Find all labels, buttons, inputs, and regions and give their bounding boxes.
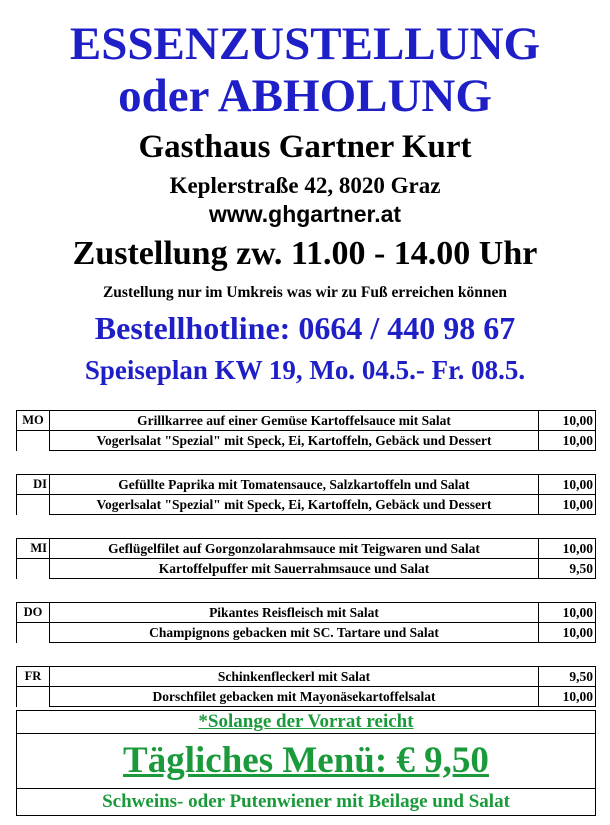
restaurant-address: Keplerstraße 42, 8020 Graz xyxy=(169,173,441,198)
daily-menu-description: Schweins- oder Putenwiener mit Beilage und Salat xyxy=(16,788,596,816)
dish-price: 10,00 xyxy=(539,539,596,559)
dish-price: 10,00 xyxy=(539,411,596,431)
dish-price: 9,50 xyxy=(539,559,596,579)
menu-row xyxy=(17,623,596,643)
menu-row xyxy=(17,495,596,515)
order-hotline: Bestellhotline: 0664 / 440 98 67 xyxy=(94,310,516,346)
dish-name: Kartoffelpuffer mit Sauerrahmsauce und Salat xyxy=(50,559,539,579)
dish-name: Champignons gebacken mit SC. Tartare und Salat xyxy=(50,623,539,643)
menu-row xyxy=(17,687,596,707)
menu-row xyxy=(17,475,596,495)
menu-row xyxy=(17,603,596,623)
delivery-time: Zustellung zw. 11.00 - 14.00 Uhr xyxy=(72,235,538,272)
dish-name: Schinkenfleckerl mit Salat xyxy=(50,667,539,687)
dish-name: Gefüllte Paprika mit Tomatensauce, Salzkartoffeln und Salat xyxy=(50,475,539,495)
dish-price: 10,00 xyxy=(539,475,596,495)
day-label-empty xyxy=(17,687,50,707)
dish-name: Dorschfilet gebacken mit Mayonäsekartoffelsalat xyxy=(50,687,539,707)
dish-price: 10,00 xyxy=(539,495,596,515)
delivery-note: Zustellung nur im Umkreis was wir zu Fuß erreichen können xyxy=(102,284,508,301)
dish-name: Pikantes Reisfleisch mit Salat xyxy=(50,603,539,623)
menu-period: Speiseplan KW 19, Mo. 04.5.- Fr. 08.5. xyxy=(84,355,526,385)
title-line-1: ESSENZUSTELLUNG xyxy=(69,18,541,70)
daily-menu-title: Tägliches Menü: € 9,50 xyxy=(123,740,489,781)
dish-name: Vogerlsalat "Spezial" mit Speck, Ei, Kartoffeln, Gebäck und Dessert xyxy=(50,431,539,451)
day-block-di xyxy=(16,474,596,515)
title-line-2: oder ABHOLUNG xyxy=(118,70,492,122)
dish-price: 10,00 xyxy=(539,603,596,623)
website-link[interactable]: www.ghgartner.at xyxy=(208,201,402,227)
day-label-empty xyxy=(17,559,50,579)
dish-price: 10,00 xyxy=(539,623,596,643)
dish-name: Grillkarree auf einer Gemüse Kartoffelsauce mit Salat xyxy=(50,411,539,431)
day-label: DI xyxy=(17,475,50,495)
menu-row xyxy=(17,431,596,451)
dish-name: Geflügelfilet auf Gorgonzolarahmsauce mit Teigwaren und Salat xyxy=(50,539,539,559)
menu-row xyxy=(17,539,596,559)
menu-row xyxy=(17,411,596,431)
day-label: MO xyxy=(17,411,50,431)
day-block-fr xyxy=(16,666,596,707)
restaurant-name: Gasthaus Gartner Kurt xyxy=(138,129,472,165)
day-block-do xyxy=(16,602,596,643)
menu-row xyxy=(17,559,596,579)
day-label: FR xyxy=(17,667,50,687)
day-label-empty xyxy=(17,495,50,515)
day-label-empty xyxy=(17,623,50,643)
day-block-mi xyxy=(16,538,596,579)
stock-note xyxy=(16,710,596,734)
day-label: DO xyxy=(17,603,50,623)
stock-note-text: *Solange der Vorrat reicht xyxy=(198,711,414,732)
dish-name: Vogerlsalat "Spezial" mit Speck, Ei, Kartoffeln, Gebäck und Dessert xyxy=(50,495,539,515)
menu-row xyxy=(17,667,596,687)
day-block-mo xyxy=(16,410,596,451)
dish-price: 9,50 xyxy=(539,667,596,687)
daily-menu-box xyxy=(16,733,596,789)
day-label: MI xyxy=(17,539,50,559)
dish-price: 10,00 xyxy=(539,687,596,707)
day-label-empty xyxy=(17,431,50,451)
dish-price: 10,00 xyxy=(539,431,596,451)
